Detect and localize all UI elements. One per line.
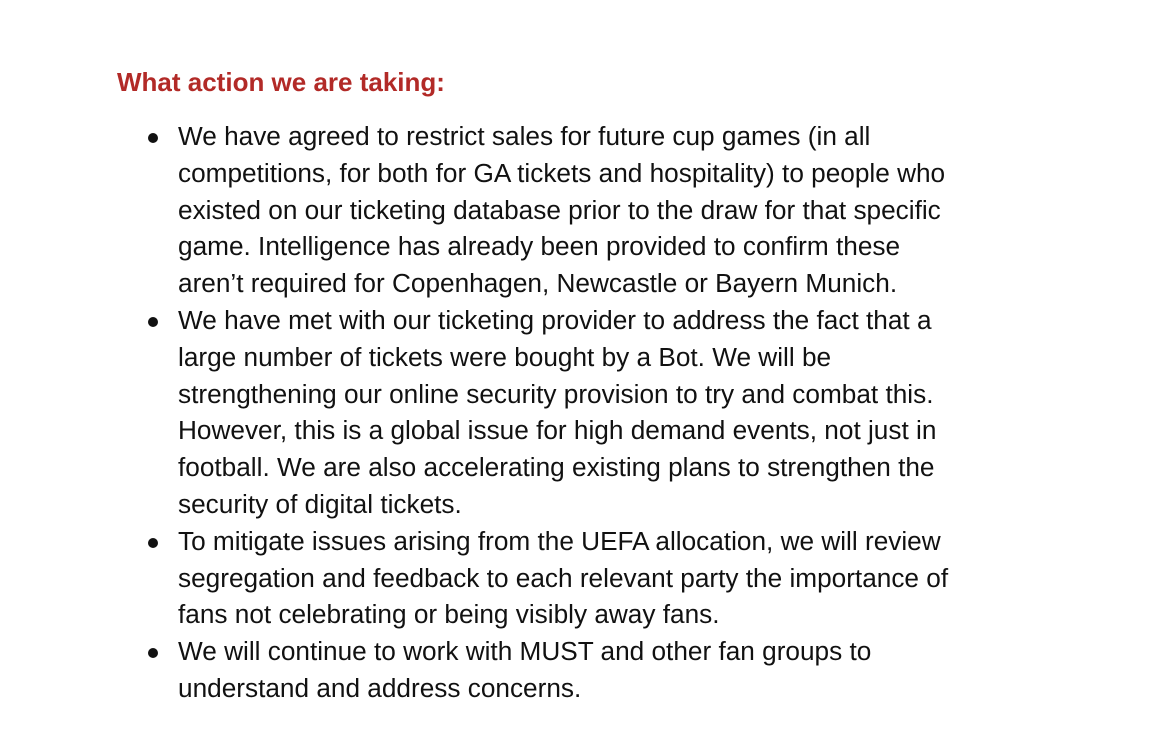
bullet-line: football. We are also accelerating existing plans to strengthen the	[178, 452, 935, 483]
bullet-line: We have agreed to restrict sales for future cup games (in all	[178, 121, 871, 151]
bullet-line: However, this is a global issue for high demand events, not just in	[178, 415, 937, 446]
bullet-line: existed on our ticketing database prior to the draw for that specific	[178, 194, 941, 225]
bullet-line: security of digital tickets.	[178, 488, 462, 519]
bullet-dot-icon	[148, 538, 158, 548]
bullet-item-uefa-allocation	[146, 523, 1066, 633]
bullet-line: understand and address concerns.	[178, 672, 582, 703]
bullet-dot-icon	[148, 648, 158, 658]
bullet-line: We will continue to work with MUST and other fan groups to	[178, 636, 872, 667]
bullet-line: aren’t required for Copenhagen, Newcastle or Bayern Munich.	[178, 268, 898, 299]
bullet-line: segregation and feedback to each relevant party the importance of	[178, 562, 949, 593]
bullet-line: large number of tickets were bought by a Bot. We will be	[178, 341, 832, 372]
action-bullet-list	[146, 118, 1066, 707]
bullet-line: game. Intelligence has already been provided to confirm these	[178, 231, 901, 262]
bullet-item-fan-groups	[146, 633, 1066, 707]
bullet-line: competitions, for both for GA tickets and hospitality) to people who	[178, 157, 946, 188]
bullet-item-ticketing-provider	[146, 302, 1066, 523]
bullet-line: We have met with our ticketing provider to address the fact that a	[178, 304, 932, 335]
section-heading: What action we are taking:	[117, 67, 445, 97]
bullet-item-restrict-sales	[146, 118, 1066, 302]
bullet-line: fans not celebrating or being visibly away fans.	[178, 599, 720, 630]
bullet-line: To mitigate issues arising from the UEFA allocation, we will review	[178, 525, 941, 556]
bullet-dot-icon	[148, 133, 158, 143]
bullet-dot-icon	[148, 317, 158, 327]
bullet-line: strengthening our online security provision to try and combat this.	[178, 378, 934, 409]
